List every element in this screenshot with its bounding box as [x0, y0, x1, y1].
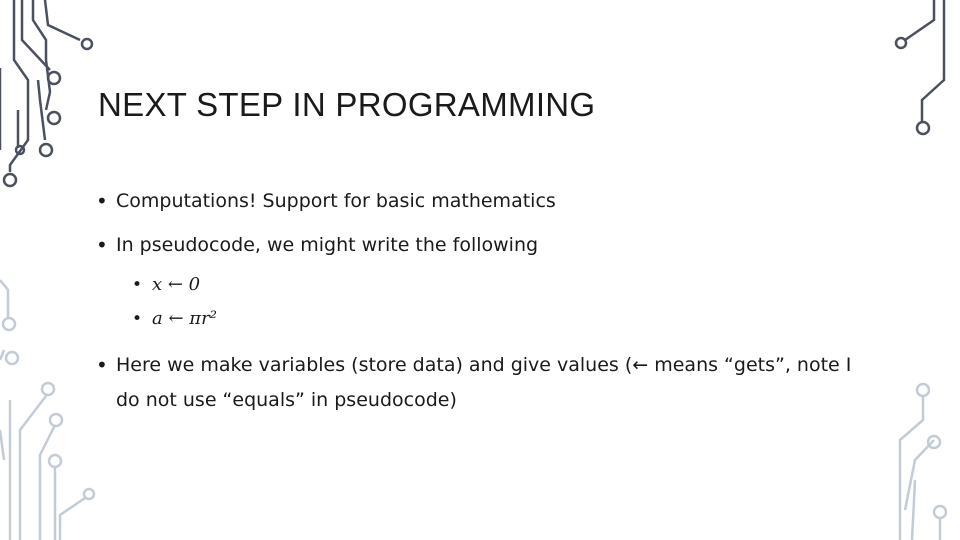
circuit-top-left-decoration	[0, 0, 92, 186]
sub-bullet-list	[132, 268, 866, 336]
sub-bullet-x-assign: • x ← 0	[132, 268, 866, 302]
slide-body	[96, 184, 866, 427]
bullet-computations: • Computations! Support for basic mathematics	[96, 184, 866, 219]
circuit-bottom-right-decoration	[900, 384, 946, 540]
bullet-variables: • Here we make variables (store data) and give values (← means “gets”, note I do not use “equals” in pseudocode)	[96, 348, 866, 418]
slide-title: NEXT STEP IN PROGRAMMING	[98, 86, 596, 123]
circuit-bottom-left-decoration	[0, 280, 94, 540]
circuit-top-right-decoration	[896, 0, 944, 134]
sub-bullet-area-assign: • a ← πr²	[132, 302, 866, 336]
bullet-pseudocode: • In pseudocode, we might write the following	[96, 228, 866, 263]
